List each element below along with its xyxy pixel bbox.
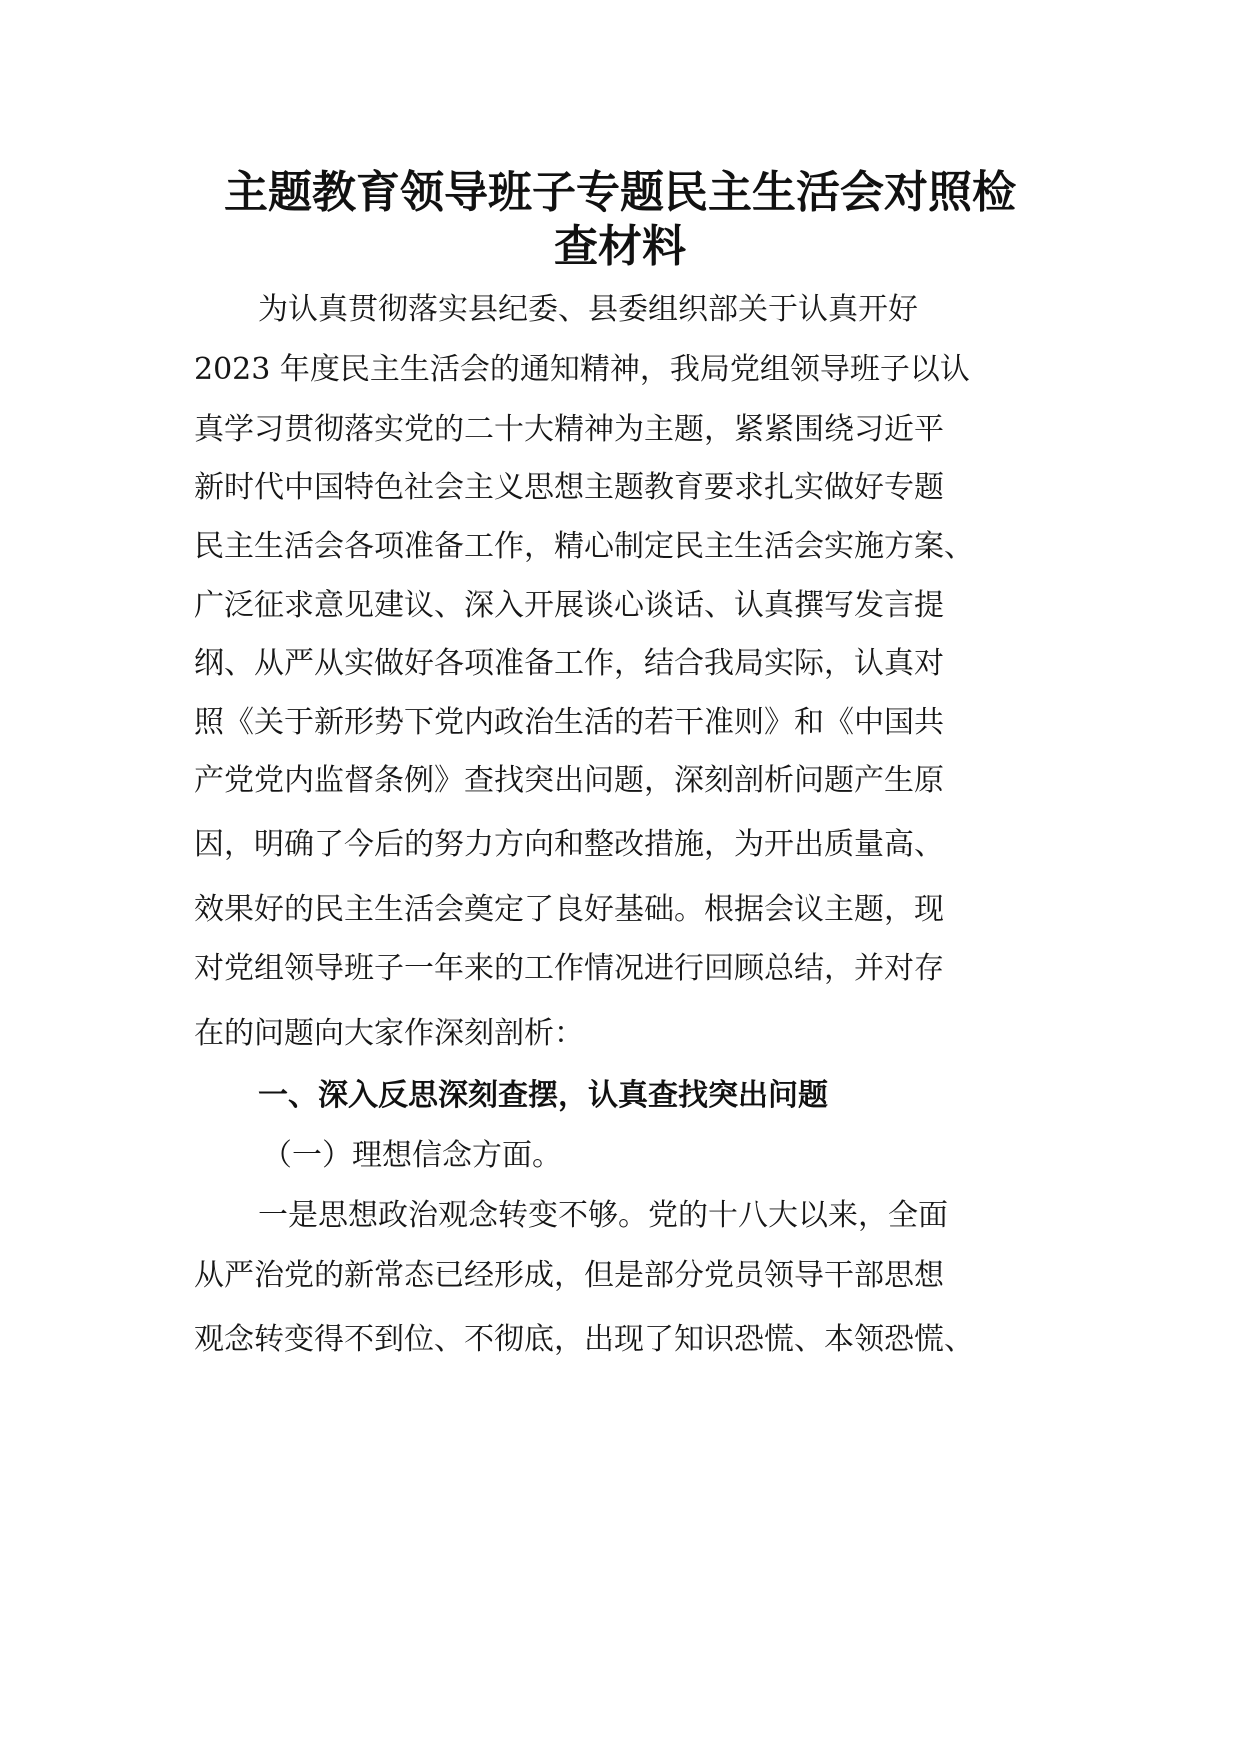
intro-line-6: 广泛征求意见建议、深入开展谈心谈话、认真撰写发言提 xyxy=(194,588,944,623)
intro-line-12: 对党组领导班子一年来的工作情况进行回顾总结，并对存 xyxy=(194,951,944,986)
subsection-heading: （一）理想信念方面。 xyxy=(262,1138,562,1173)
body-line-3: 观念转变得不到位、不彻底，出现了知识恐慌、本领恐慌、 xyxy=(194,1322,974,1357)
intro-line-3: 真学习贯彻落实党的二十大精神为主题，紧紧围绕习近平 xyxy=(194,412,944,447)
intro-line-4: 新时代中国特色社会主义思想主题教育要求扎实做好专题 xyxy=(194,470,944,505)
body-line-2: 从严治党的新常态已经形成，但是部分党员领导干部思想 xyxy=(194,1258,944,1293)
intro-line-7: 纲、从严从实做好各项准备工作，结合我局实际，认真对 xyxy=(194,646,944,681)
section-heading: 一、深入反思深刻查摆，认真查找突出问题 xyxy=(258,1078,828,1113)
intro-line-9: 产党党内监督条例》查找突出问题，深刻剖析问题产生原 xyxy=(194,763,944,798)
document-title-line-2: 查材料 xyxy=(554,221,686,272)
intro-line-8: 照《关于新形势下党内政治生活的若干准则》和《中国共 xyxy=(194,705,944,740)
intro-line-1: 为认真贯彻落实县纪委、县委组织部关于认真开好 xyxy=(258,292,918,327)
intro-line-2: 2023 年度民主生活会的通知精神，我局党组领导班子以认 xyxy=(194,352,970,387)
document-title-line-1: 主题教育领导班子专题民主生活会对照检 xyxy=(224,167,1016,218)
intro-line-5: 民主生活会各项准备工作，精心制定民主生活会实施方案、 xyxy=(194,529,974,564)
intro-line-13: 在的问题向大家作深刻剖析： xyxy=(194,1016,584,1051)
intro-line-11: 效果好的民主生活会奠定了良好基础。根据会议主题，现 xyxy=(194,892,944,927)
intro-line-10: 因，明确了今后的努力方向和整改措施，为开出质量高、 xyxy=(194,827,944,862)
body-line-1: 一是思想政治观念转变不够。党的十八大以来，全面 xyxy=(258,1198,948,1233)
